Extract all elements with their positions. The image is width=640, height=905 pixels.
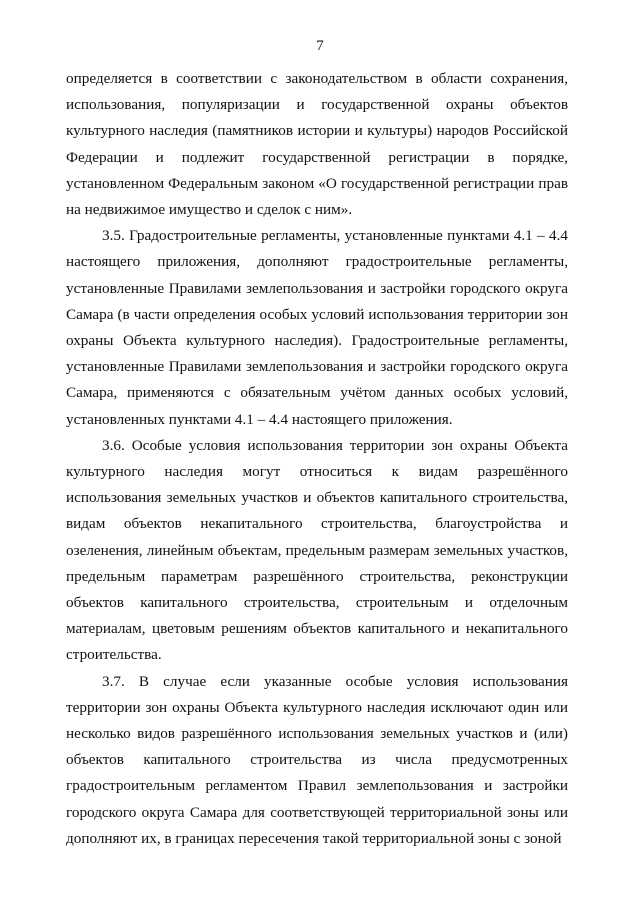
page-number: 7 <box>316 38 324 54</box>
paragraph-clause-3-7: 3.7. В случае если указанные особые условия использования территории зон охраны Объекта культурного наследия исключают один или несколько видов разрешённого использования земельных участков и (или) объектов капитального строительства из числа предусмотренных градостроительным регламентом Правил землепользования и застройки городского округа Самара для соответствующей территориальной зоны или дополняют их, в границах пересечения такой территориальной зоны с зоной <box>66 672 568 847</box>
paragraph-continuation: определяется в соответствии с законодательством в области сохранения, использования, популяризации и государственной охраны объектов культурного наследия (памятников истории и культуры) народов Российской Федерации и подлежит государственной регистрации в порядке, установленном Федеральным законом «О государственной регистрации прав на недвижимое имущество и сделок с ним». <box>66 70 568 219</box>
document-body <box>66 66 568 852</box>
paragraph-clause-3-5: 3.5. Градостроительные регламенты, установленные пунктами 4.1 – 4.4 настоящего приложения, дополняют градостроительные регламенты, установленные Правилами землепользования и застройки городского округа Самара (в части определения особых условий использования территории зон охраны Объекта культурного наследия). Градостроительные регламенты, установленные Правилами землепользования и застройки городского округа Самара, применяются с обязательным учётом данных особых условий, установленных пунктами 4.1 – 4.4 настоящего приложения. <box>66 227 568 428</box>
paragraph-clause-3-6: 3.6. Особые условия использования территории зон охраны Объекта культурного наследия могут относиться к видам разрешённого использования земельных участков и объектов капитального строительства, видам объектов некапитального строительства, благоустройства и озеленения, линейным объектам, предельным размерам земельных участков, предельным параметрам разрешённого строительства, реконструкции объектов капитального строительства, строительным и отделочным материалам, цветовым решениям объектов капитального и некапитального строительства. <box>66 436 568 664</box>
